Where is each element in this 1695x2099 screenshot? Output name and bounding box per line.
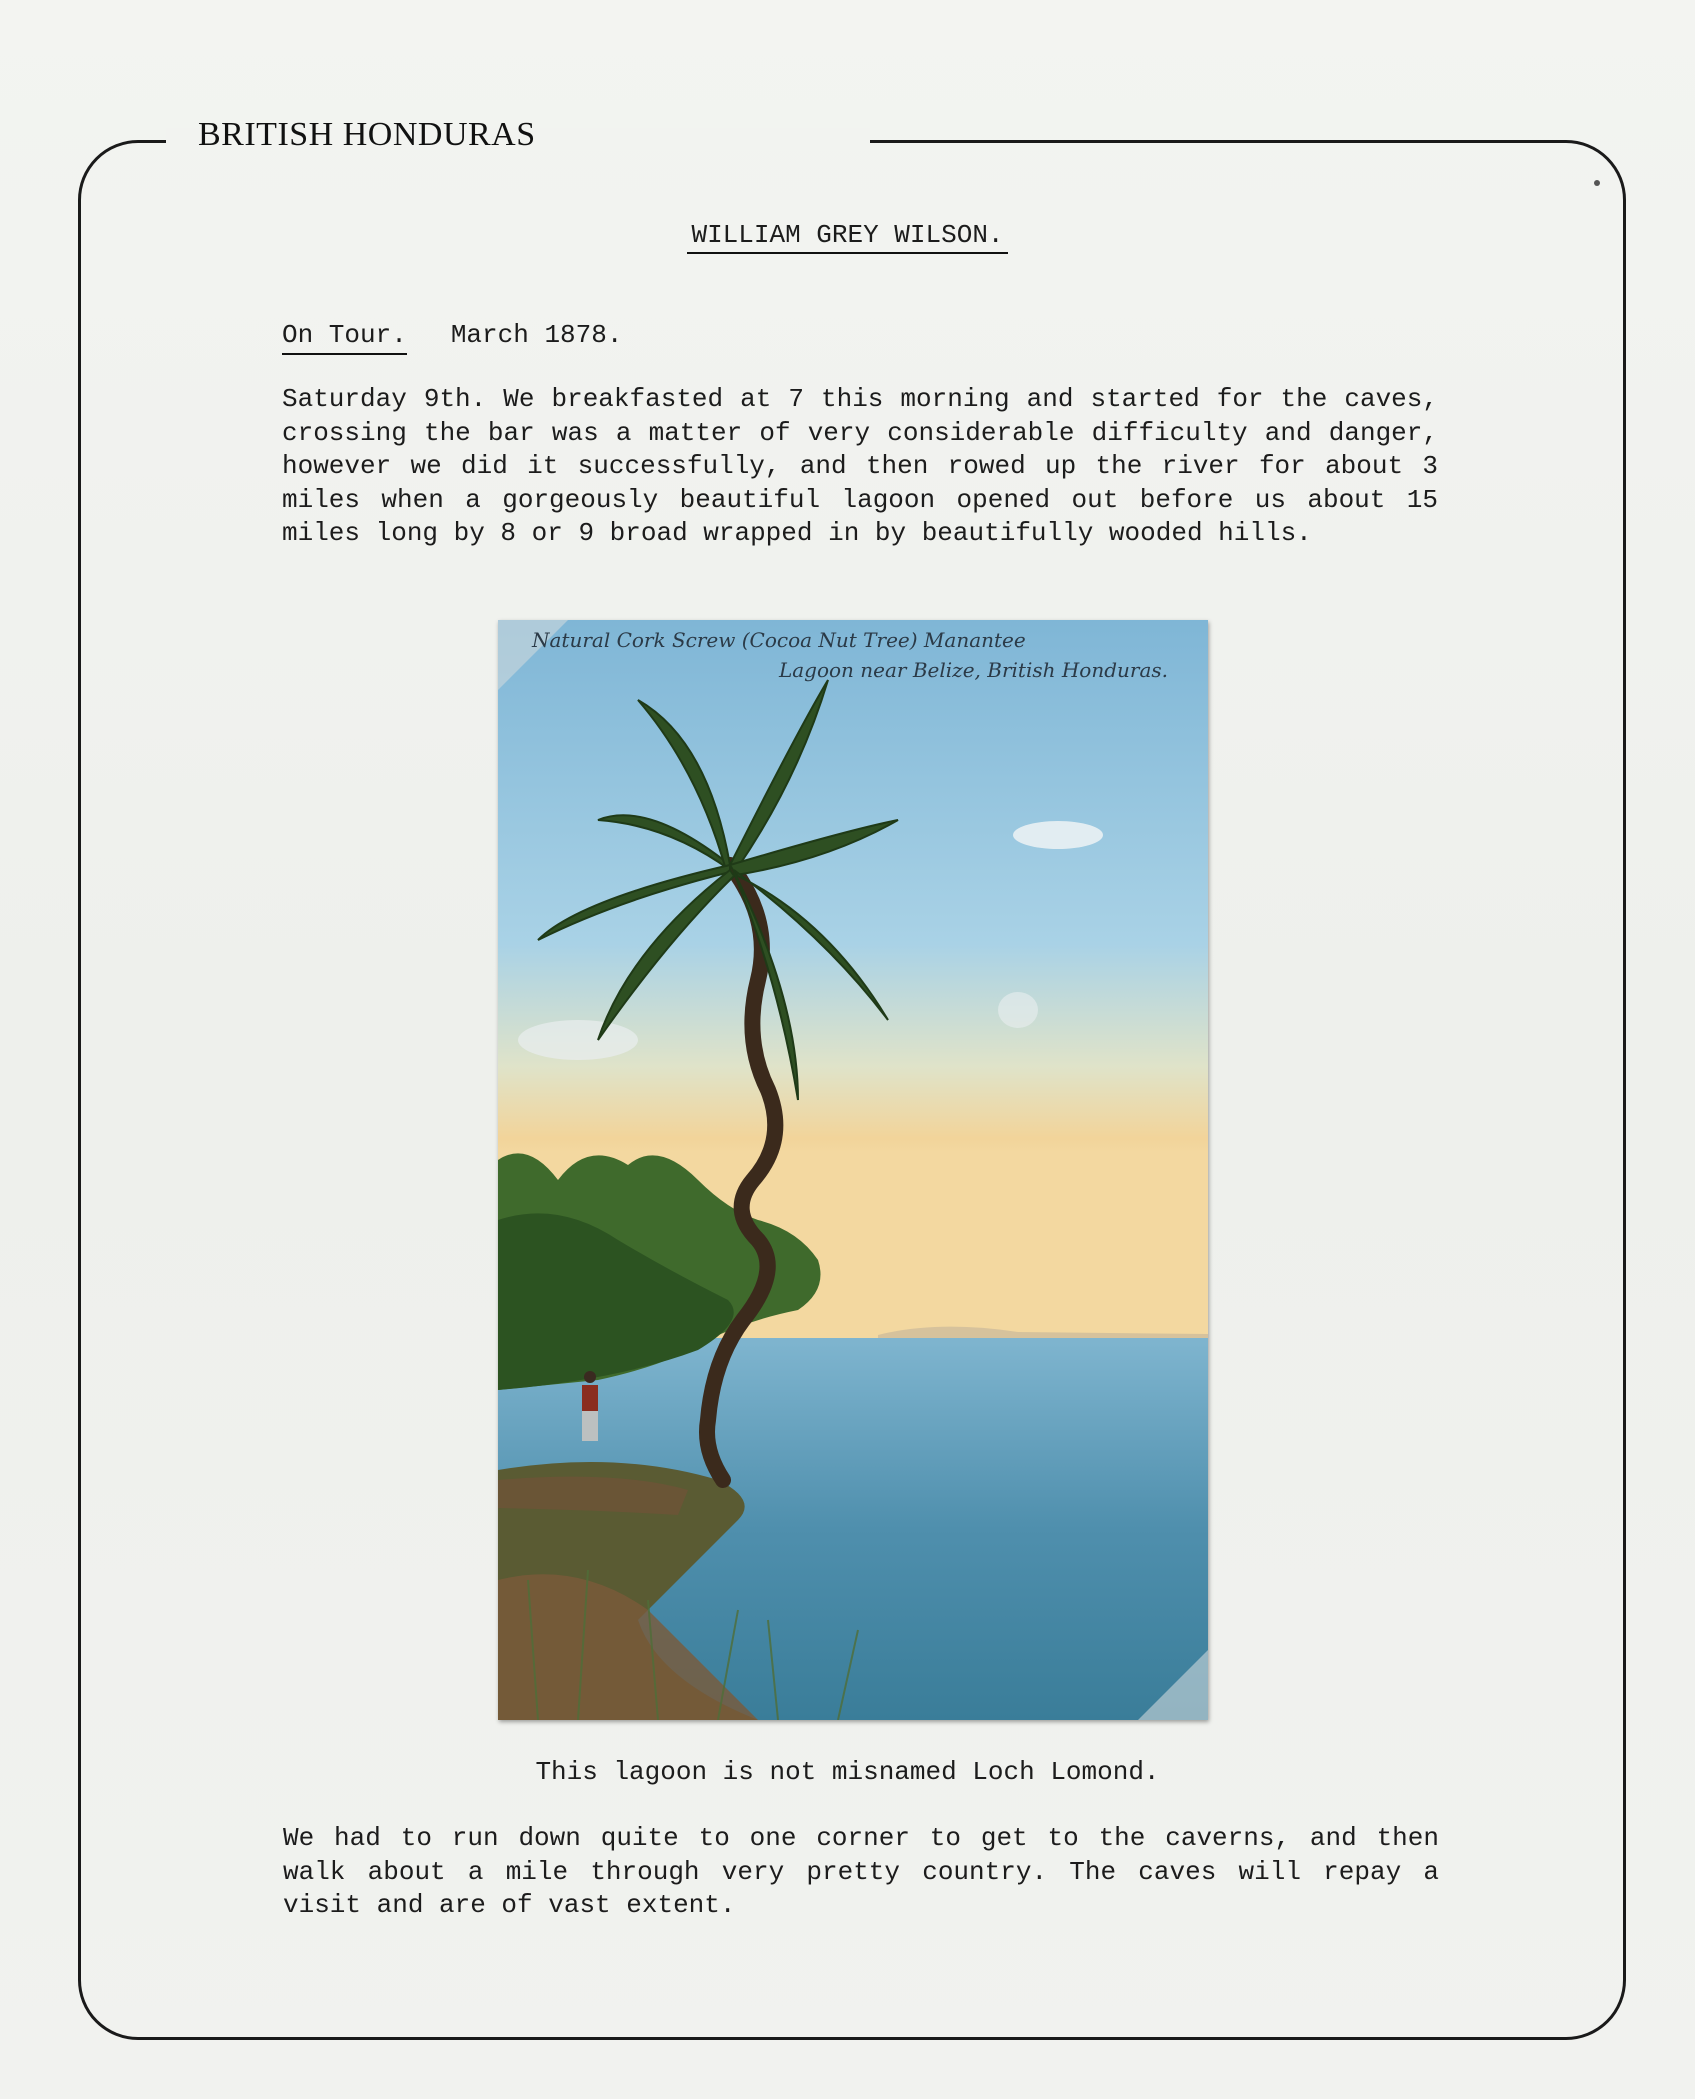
paper-speck	[1594, 180, 1600, 186]
postcard-caption-line-2: Lagoon near Belize, British Honduras.	[778, 658, 1168, 682]
author-title-text: WILLIAM GREY WILSON.	[687, 220, 1007, 254]
tour-date: March 1878.	[450, 320, 623, 350]
postcard-image	[498, 620, 1208, 1720]
postcard-caption-line-1: Natural Cork Screw (Cocoa Nut Tree) Manantee	[532, 628, 1026, 652]
diary-paragraph-2: We had to run down quite to one corner to get to the caverns, and then walk about a mile through very pretty country. The caves will repay a visit and are of vast extent.	[283, 1823, 1439, 1921]
diary-paragraph-1: Saturday 9th. We breakfasted at 7 this morning and started for the caves, crossing the bar was a matter of very considerable difficulty and danger, however we did it successfully, and then rowed up the river for about 3 miles when a gorgeously beautiful lagoon opened out before us about 15 miles long by 8 or 9 broad wrapped in by beautifully wooded hills.	[282, 384, 1438, 549]
country-heading: BRITISH HONDURAS	[198, 116, 536, 153]
postcard-illustration	[498, 620, 1208, 1720]
tour-subheading	[282, 320, 622, 350]
tour-label: On Tour.	[282, 320, 407, 355]
image-caption: This lagoon is not misnamed Loch Lomond.	[535, 1757, 1160, 1787]
author-title	[0, 220, 1695, 250]
